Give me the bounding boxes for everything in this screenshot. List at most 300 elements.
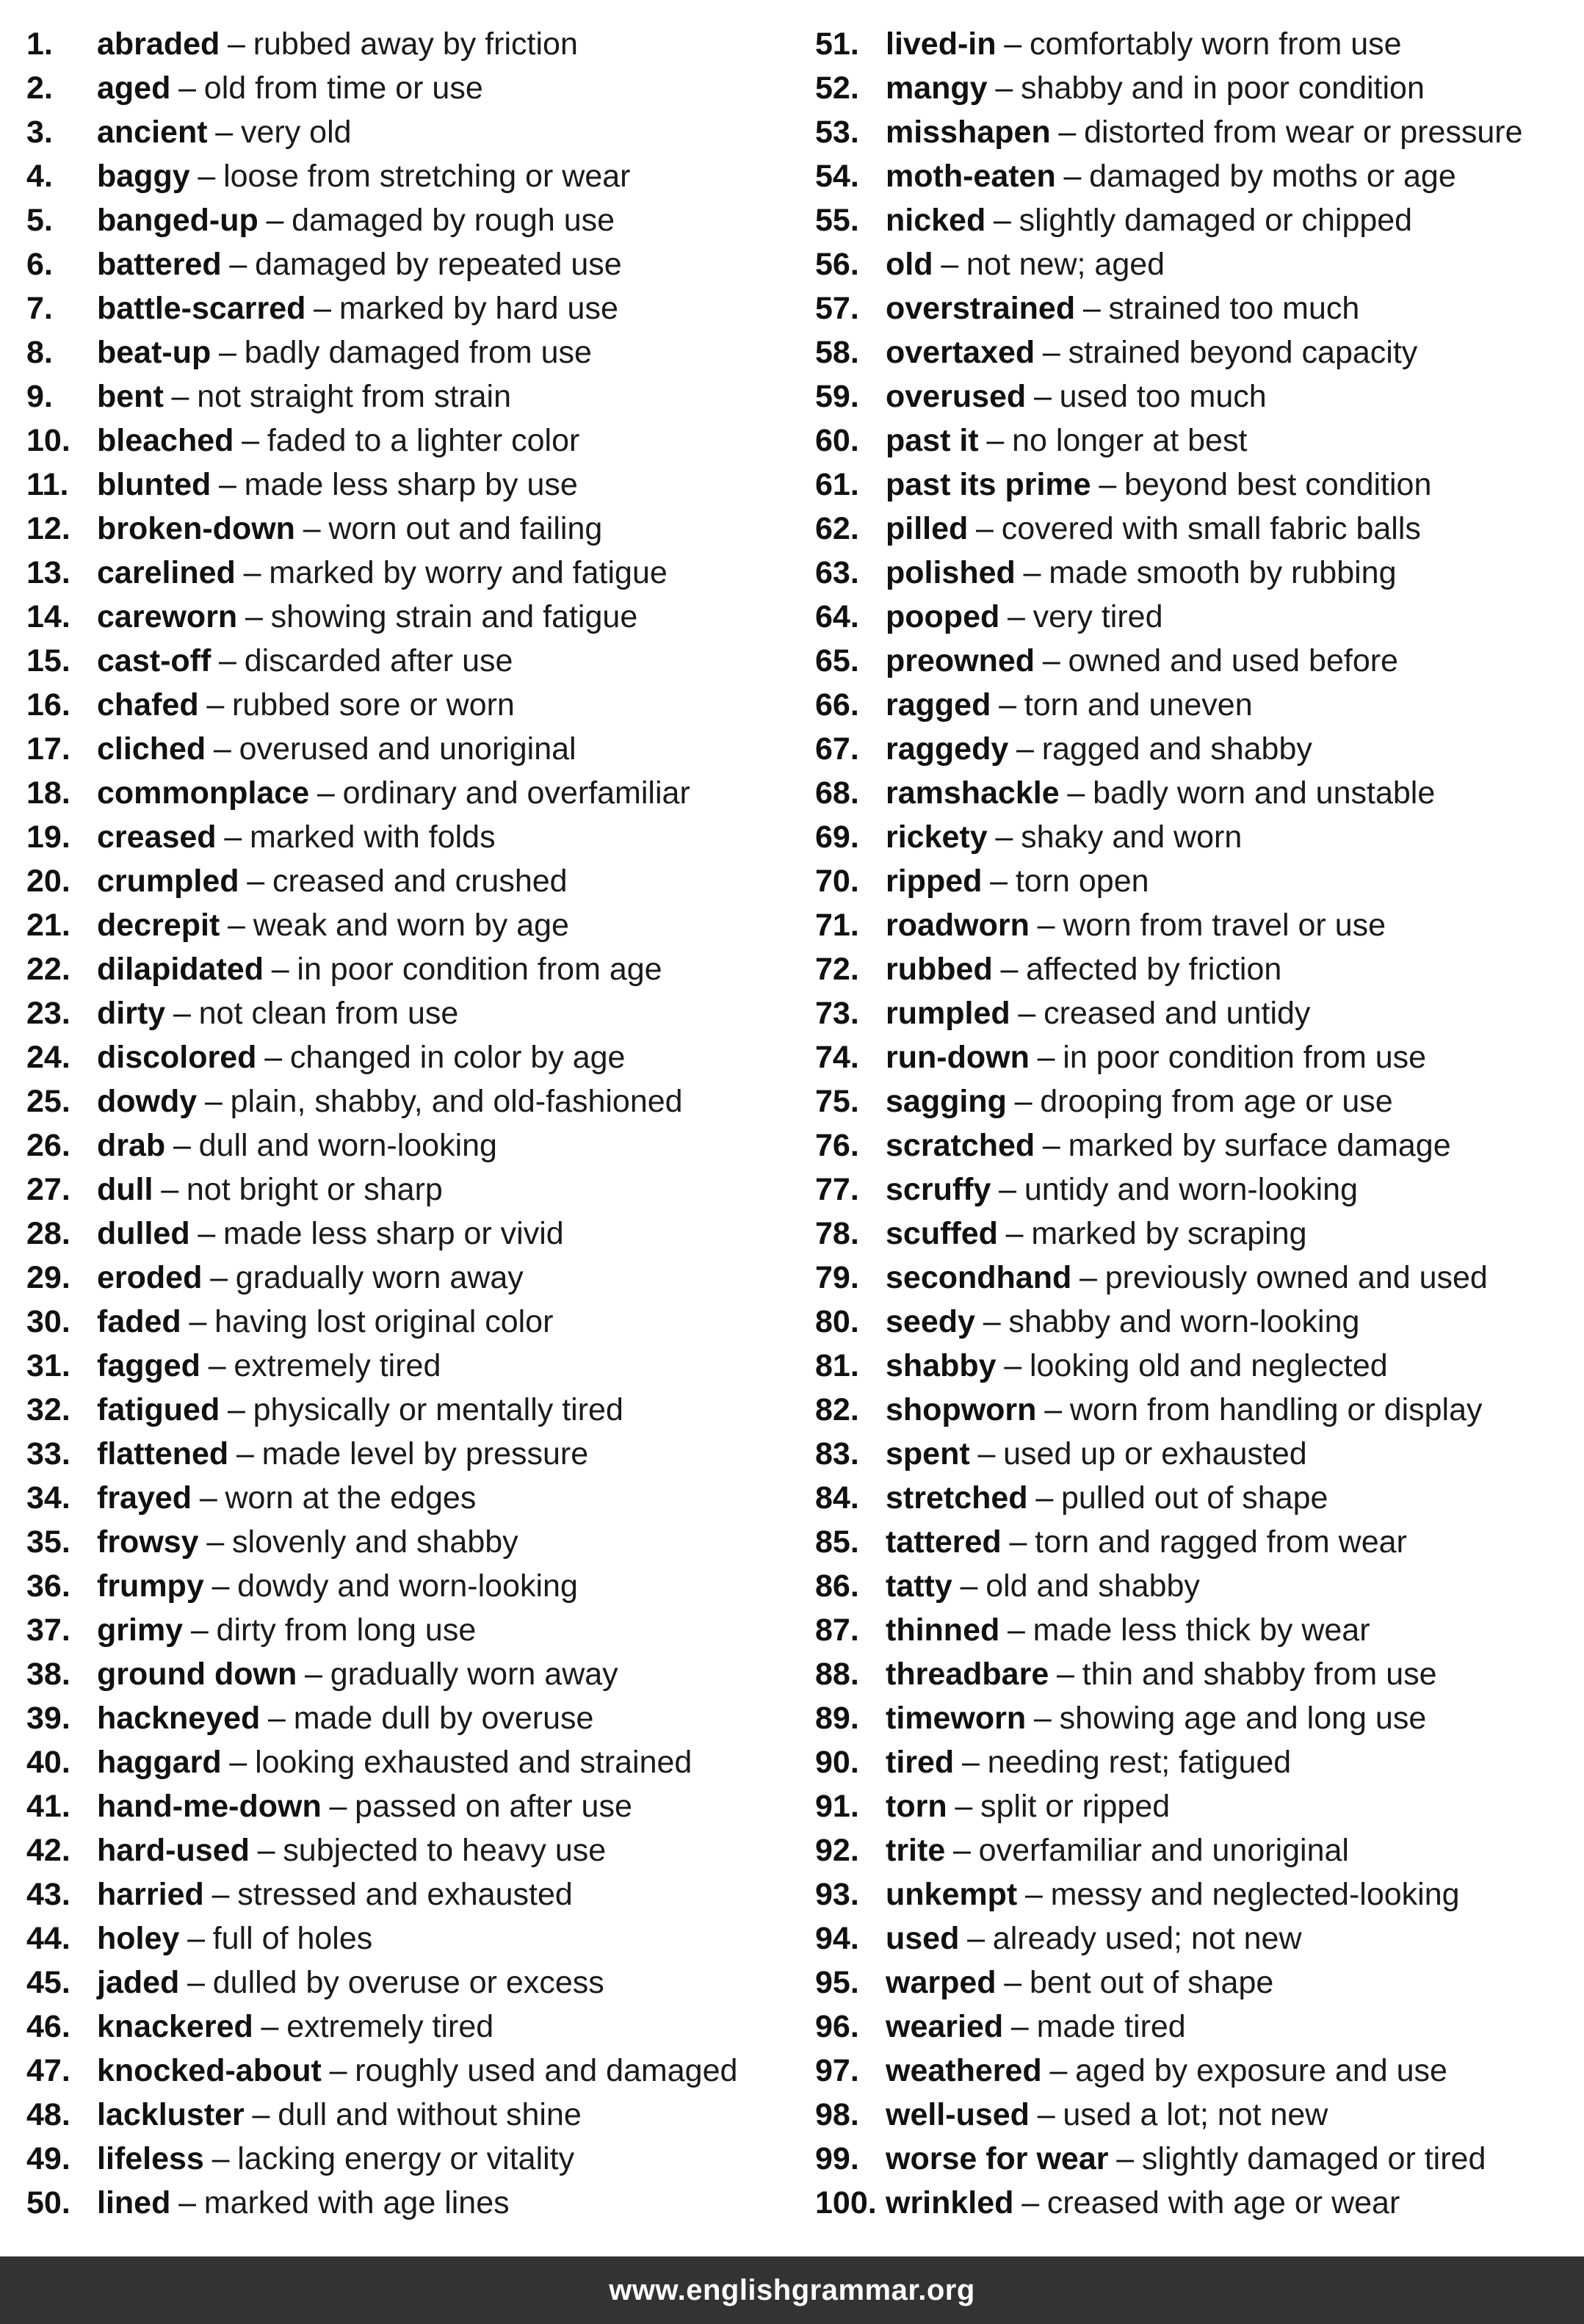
item-number: 83. [815, 1436, 859, 1471]
item-separator: – [1042, 643, 1060, 678]
item-word: blunted [97, 467, 211, 502]
item-word: banged-up [97, 203, 258, 238]
item-separator: – [187, 1921, 205, 1956]
item-word: scratched [886, 1128, 1035, 1163]
item-word: decrepit [97, 908, 220, 943]
list-item [26, 374, 790, 419]
item-definition: made level by pressure [261, 1436, 589, 1471]
item-number: 80. [815, 1304, 859, 1339]
item-word: rickety [886, 819, 988, 855]
list-item [815, 463, 1579, 507]
item-number: 72. [815, 952, 859, 987]
item-definition: full of holes [212, 1921, 373, 1956]
item-word: mangy [886, 70, 988, 106]
item-number: 91. [815, 1789, 859, 1824]
item-definition: slovenly and shabby [232, 1524, 518, 1560]
item-word: thinned [886, 1612, 1000, 1648]
item-separator: – [271, 952, 289, 987]
list-item [26, 1256, 790, 1300]
list-item [815, 1344, 1579, 1388]
item-separator: – [955, 1789, 973, 1824]
list-item [815, 859, 1579, 903]
item-definition: badly damaged from use [244, 335, 592, 370]
list-item [26, 1916, 790, 1961]
item-definition: dull and worn-looking [198, 1128, 497, 1163]
item-separator: – [995, 819, 1013, 855]
list-item [815, 1123, 1579, 1168]
item-number: 95. [815, 1965, 859, 2000]
item-definition: subjected to heavy use [283, 1833, 607, 1868]
item-separator: – [245, 599, 263, 634]
item-number: 12. [26, 511, 70, 546]
item-number: 28. [26, 1216, 70, 1251]
item-word: preowned [886, 643, 1035, 678]
item-definition: badly worn and unstable [1093, 775, 1436, 811]
list-item [815, 639, 1579, 683]
item-word: broken-down [97, 511, 295, 546]
item-definition: covered with small fabric balls [1001, 511, 1421, 546]
item-definition: old from time or use [203, 70, 483, 106]
word-list [0, 22, 1584, 2218]
list-item [26, 66, 790, 110]
item-separator: – [190, 1612, 209, 1648]
item-number: 96. [815, 2009, 859, 2044]
item-definition: dulled by overuse or excess [212, 1965, 604, 2000]
item-word: rumpled [886, 996, 1010, 1031]
item-word: abraded [97, 26, 220, 62]
item-definition: in poor condition from age [297, 952, 662, 987]
item-definition: marked by scraping [1031, 1216, 1307, 1251]
item-definition: ragged and shabby [1041, 731, 1312, 767]
item-separator: – [329, 1789, 347, 1824]
item-number: 79. [815, 1260, 859, 1295]
item-separator: – [1004, 1348, 1022, 1383]
list-item [815, 947, 1579, 991]
item-definition: extremely tired [286, 2009, 494, 2044]
item-number: 76. [815, 1128, 859, 1163]
list-item [26, 419, 790, 463]
item-separator: – [1058, 115, 1077, 150]
list-item [26, 242, 790, 286]
list-item [26, 154, 790, 198]
item-definition: used a lot; not new [1063, 2097, 1328, 2132]
item-definition: overfamiliar and unoriginal [978, 1833, 1349, 1868]
item-definition: damaged by repeated use [255, 247, 622, 282]
item-word: worse for wear [886, 2141, 1109, 2176]
item-word: lined [97, 2185, 171, 2220]
item-separator: – [247, 864, 265, 899]
item-separator: – [228, 908, 245, 943]
item-word: frayed [97, 1480, 192, 1516]
item-number: 81. [815, 1348, 859, 1383]
item-definition: creased and crushed [272, 864, 568, 899]
item-word: unkempt [886, 1877, 1018, 1912]
list-item [815, 286, 1579, 330]
item-word: cast-off [97, 643, 211, 678]
item-number: 17. [26, 731, 70, 767]
item-separator: – [305, 1657, 322, 1692]
item-definition: dirty from long use [216, 1612, 477, 1648]
item-number: 32. [26, 1392, 70, 1427]
list-item [815, 1608, 1579, 1652]
list-item [815, 2137, 1579, 2181]
item-number: 4. [26, 159, 53, 194]
item-definition: torn open [1015, 864, 1149, 899]
item-number: 2. [26, 70, 53, 106]
item-separator: – [952, 1833, 971, 1868]
list-item [815, 991, 1579, 1035]
item-definition: made less sharp by use [244, 467, 578, 502]
item-definition: untidy and worn-looking [1024, 1172, 1358, 1207]
item-word: harried [97, 1877, 204, 1912]
item-word: polished [886, 555, 1016, 590]
item-word: tattered [886, 1524, 1002, 1560]
item-number: 78. [815, 1216, 859, 1251]
item-word: rubbed [886, 952, 993, 987]
item-number: 71. [815, 908, 859, 943]
item-separator: – [1000, 952, 1019, 987]
item-definition: looking exhausted and strained [255, 1745, 692, 1780]
item-separator: – [173, 996, 191, 1031]
item-word: pilled [886, 511, 969, 546]
item-separator: – [229, 1745, 247, 1780]
item-separator: – [1033, 1701, 1052, 1736]
list-item [815, 507, 1579, 551]
item-word: bent [97, 379, 164, 414]
item-definition: used up or exhausted [1003, 1436, 1307, 1471]
list-item [26, 463, 790, 507]
item-definition: marked by surface damage [1068, 1128, 1451, 1163]
item-definition: damaged by rough use [292, 203, 615, 238]
item-word: lifeless [97, 2141, 204, 2176]
item-separator: – [1035, 1480, 1054, 1516]
item-separator: – [242, 423, 260, 458]
item-separator: – [266, 203, 284, 238]
item-word: hackneyed [97, 1701, 261, 1736]
item-definition: looking old and neglected [1029, 1348, 1388, 1383]
list-item [26, 1168, 790, 1212]
item-word: creased [97, 819, 217, 855]
item-definition: discarded after use [244, 643, 513, 678]
item-separator: – [227, 1392, 245, 1427]
item-definition: overused and unoriginal [239, 731, 576, 767]
item-separator: – [314, 291, 332, 326]
item-definition: not straight from strain [197, 379, 511, 414]
item-separator: – [1037, 2097, 1055, 2132]
item-separator: – [219, 467, 236, 502]
item-separator: – [1024, 1877, 1043, 1912]
item-word: moth-eaten [886, 159, 1056, 194]
list-item [815, 815, 1579, 859]
item-word: knackered [97, 2009, 253, 2044]
item-number: 16. [26, 687, 70, 723]
item-number: 65. [815, 643, 859, 678]
item-number: 82. [815, 1392, 859, 1427]
item-definition: changed in color by age [289, 1040, 626, 1075]
item-separator: – [1042, 335, 1060, 370]
item-definition: beyond best condition [1124, 467, 1432, 502]
list-item [26, 2049, 790, 2093]
list-item [26, 1872, 790, 1916]
item-number: 24. [26, 1040, 70, 1075]
item-definition: not clean from use [198, 996, 459, 1031]
list-item [26, 507, 790, 551]
item-number: 49. [26, 2141, 70, 2176]
item-word: dilapidated [97, 952, 264, 987]
item-word: weathered [886, 2053, 1042, 2088]
item-number: 52. [815, 70, 859, 106]
item-word: well-used [886, 2097, 1030, 2132]
item-separator: – [976, 511, 994, 546]
list-item [815, 1961, 1579, 2005]
item-word: stretched [886, 1480, 1028, 1516]
item-word: scruffy [886, 1172, 991, 1207]
item-separator: – [211, 2141, 230, 2176]
item-word: secondhand [886, 1260, 1072, 1295]
item-number: 84. [815, 1480, 859, 1516]
item-word: faded [97, 1304, 181, 1339]
item-word: spent [886, 1436, 970, 1471]
item-separator: – [204, 1084, 223, 1119]
item-number: 70. [815, 864, 859, 899]
item-number: 20. [26, 864, 70, 899]
item-definition: slightly damaged or tired [1141, 2141, 1486, 2176]
list-item [815, 1476, 1579, 1520]
item-word: holey [97, 1921, 180, 1956]
item-separator: – [1018, 996, 1036, 1031]
item-separator: – [1008, 599, 1025, 634]
item-word: old [886, 247, 933, 282]
list-item [815, 330, 1579, 374]
item-definition: marked with folds [250, 819, 496, 855]
item-separator: – [210, 1260, 228, 1295]
item-definition: gradually worn away [330, 1657, 618, 1692]
item-separator: – [1004, 1965, 1022, 2000]
item-separator: – [995, 70, 1013, 106]
item-word: careworn [97, 599, 238, 634]
footer-bar [0, 2256, 1584, 2324]
item-definition: showing age and long use [1059, 1701, 1427, 1736]
item-number: 33. [26, 1436, 70, 1471]
item-definition: no longer at best [1012, 423, 1248, 458]
item-definition: made dull by overuse [293, 1701, 594, 1736]
list-item [815, 374, 1579, 419]
item-separator: – [317, 775, 335, 811]
list-item [26, 1564, 790, 1608]
item-separator: – [1063, 159, 1082, 194]
item-number: 63. [815, 555, 859, 590]
list-item [26, 859, 790, 903]
item-definition: used too much [1059, 379, 1267, 414]
list-item [815, 198, 1579, 242]
item-word: lackluster [97, 2097, 245, 2132]
item-number: 53. [815, 115, 859, 150]
item-separator: – [1082, 291, 1101, 326]
item-number: 40. [26, 1745, 70, 1780]
item-number: 31. [26, 1348, 70, 1383]
item-separator: – [983, 1304, 1001, 1339]
item-separator: – [986, 423, 1005, 458]
item-definition: very tired [1033, 599, 1163, 634]
item-number: 48. [26, 2097, 70, 2132]
item-definition: damaged by moths or age [1089, 159, 1456, 194]
item-number: 92. [815, 1833, 859, 1868]
list-item [815, 1432, 1579, 1476]
list-item [815, 1828, 1579, 1872]
item-number: 27. [26, 1172, 70, 1207]
item-definition: previously owned and used [1104, 1260, 1488, 1295]
item-definition: stressed and exhausted [237, 1877, 573, 1912]
item-separator: – [219, 643, 236, 678]
item-definition: shabby and in poor condition [1021, 70, 1425, 106]
item-definition: marked by worry and fatigue [269, 555, 668, 590]
item-definition: faded to a lighter color [267, 423, 580, 458]
item-definition: needing rest; fatigued [987, 1745, 1292, 1780]
item-definition: aged by exposure and use [1075, 2053, 1447, 2088]
item-word: dowdy [97, 1084, 198, 1119]
item-definition: having lost original color [214, 1304, 554, 1339]
item-separator: – [1014, 1084, 1033, 1119]
item-number: 41. [26, 1789, 70, 1824]
item-word: hand-me-down [97, 1789, 322, 1824]
item-number: 11. [26, 467, 69, 502]
item-word: ramshackle [886, 775, 1060, 811]
list-item [26, 771, 790, 815]
item-word: wearied [886, 2009, 1004, 2044]
item-number: 57. [815, 291, 859, 326]
item-number: 47. [26, 2053, 70, 2088]
item-definition: lacking energy or vitality [237, 2141, 575, 2176]
item-separator: – [1037, 1040, 1055, 1075]
item-separator: – [219, 335, 236, 370]
list-item [26, 1608, 790, 1652]
footer-url: www.englishgrammar.org [609, 2273, 975, 2306]
list-item [815, 683, 1579, 727]
item-number: 74. [815, 1040, 859, 1075]
list-item [26, 1388, 790, 1432]
item-word: tatty [886, 1568, 952, 1604]
item-word: scuffed [886, 1216, 998, 1251]
item-definition: distorted from wear or pressure [1084, 115, 1523, 150]
item-separator: – [199, 1480, 217, 1516]
item-number: 98. [815, 2097, 859, 2132]
item-word: battered [97, 247, 222, 282]
item-number: 50. [26, 2185, 70, 2220]
list-item [815, 1079, 1579, 1123]
item-word: drab [97, 1128, 166, 1163]
item-word: warped [886, 1965, 997, 2000]
item-separator: – [1037, 908, 1055, 943]
item-definition: already used; not new [992, 1921, 1302, 1956]
item-number: 51. [815, 26, 859, 62]
list-item [815, 1696, 1579, 1740]
item-word: lived-in [886, 26, 997, 62]
item-number: 1. [26, 26, 53, 62]
item-definition: slightly damaged or chipped [1019, 203, 1413, 238]
item-number: 60. [815, 423, 859, 458]
list-item [26, 903, 790, 947]
item-separator: – [228, 26, 245, 62]
item-word: pooped [886, 599, 1000, 634]
item-word: past its prime [886, 467, 1091, 502]
item-separator: – [990, 864, 1008, 899]
list-item [815, 1872, 1579, 1916]
list-item [26, 1652, 790, 1696]
item-word: jaded [97, 1965, 180, 2000]
item-word: dirty [97, 996, 166, 1031]
item-separator: – [1079, 1260, 1097, 1295]
item-number: 69. [815, 819, 859, 855]
item-word: eroded [97, 1260, 203, 1295]
item-word: aged [97, 70, 171, 106]
item-definition: not new; aged [966, 247, 1165, 282]
list-item [26, 683, 790, 727]
item-separator: – [171, 379, 189, 414]
item-separator: – [1099, 467, 1117, 502]
item-word: flattened [97, 1436, 229, 1471]
list-item [26, 551, 790, 595]
item-word: haggard [97, 1745, 222, 1780]
item-definition: worn from travel or use [1063, 908, 1386, 943]
item-separator: – [243, 555, 261, 590]
item-word: tired [886, 1745, 955, 1780]
list-item [815, 2093, 1579, 2137]
list-item [26, 1035, 790, 1079]
list-item [26, 2093, 790, 2137]
item-number: 38. [26, 1657, 70, 1692]
item-definition: creased and untidy [1044, 996, 1311, 1031]
item-number: 90. [815, 1745, 859, 1780]
item-number: 7. [26, 291, 53, 326]
list-item [26, 110, 790, 154]
list-item [26, 1212, 790, 1256]
item-number: 25. [26, 1084, 70, 1119]
item-definition: shabby and worn-looking [1008, 1304, 1360, 1339]
item-number: 77. [815, 1172, 859, 1207]
item-word: discolored [97, 1040, 257, 1075]
item-word: used [886, 1921, 960, 1956]
item-separator: – [993, 203, 1011, 238]
item-separator: – [213, 731, 231, 767]
item-separator: – [211, 1568, 230, 1604]
list-item [26, 1696, 790, 1740]
item-separator: – [1009, 1524, 1027, 1560]
list-item [815, 903, 1579, 947]
list-item [26, 947, 790, 991]
item-separator: – [189, 1304, 207, 1339]
item-word: ground down [97, 1657, 297, 1692]
item-word: carelined [97, 555, 236, 590]
list-item [815, 1212, 1579, 1256]
item-word: hard-used [97, 1833, 250, 1868]
item-number: 10. [26, 423, 70, 458]
list-item [26, 991, 790, 1035]
item-separator: – [1008, 1612, 1025, 1648]
item-word: ripped [886, 864, 983, 899]
item-word: run-down [886, 1040, 1030, 1075]
word-list-left-column [26, 22, 790, 2225]
item-number: 62. [815, 511, 859, 546]
list-item [26, 2181, 790, 2225]
item-word: nicked [886, 203, 986, 238]
item-definition: drooping from age or use [1040, 1084, 1393, 1119]
item-number: 58. [815, 335, 859, 370]
item-number: 30. [26, 1304, 70, 1339]
item-definition: old and shabby [986, 1568, 1200, 1604]
item-definition: messy and neglected-looking [1050, 1877, 1460, 1912]
item-separator: – [1033, 379, 1052, 414]
list-item [815, 1916, 1579, 1961]
